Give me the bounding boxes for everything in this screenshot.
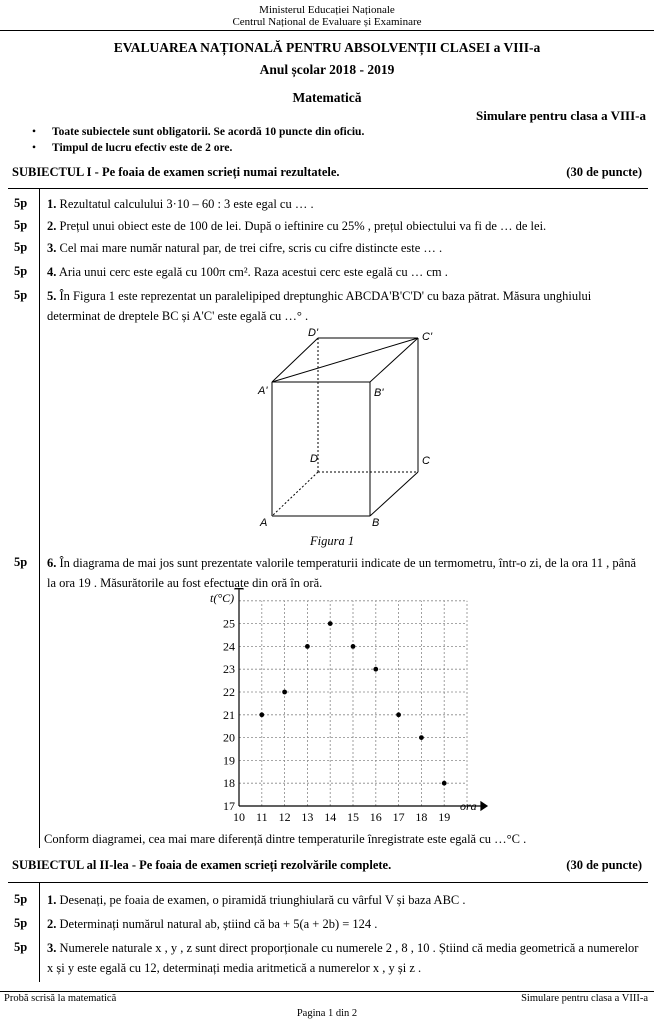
s2-question-2: 2. Determinați numărul natural ab, știind că ba + 5(a + 2b) = 124 . <box>47 917 378 931</box>
x-tick-label: 18 <box>415 810 428 824</box>
y-axis-label: t(°C) <box>210 591 235 605</box>
data-point <box>419 735 424 740</box>
figure-1-cuboid <box>250 326 440 532</box>
x-tick-label: 15 <box>347 810 359 824</box>
section-2-margin-line <box>39 882 40 982</box>
x-axis-label: ora <box>460 799 477 813</box>
y-tick-label: 24 <box>223 639 235 654</box>
temperature-chart <box>204 588 500 834</box>
section-1-points: (30 de puncte) <box>566 165 642 179</box>
data-point <box>328 621 333 626</box>
y-tick-label: 19 <box>223 753 235 768</box>
y-tick-label: 21 <box>223 707 235 722</box>
x-tick-label: 12 <box>278 810 291 824</box>
edge-AD <box>272 472 318 516</box>
data-point <box>282 690 287 695</box>
x-axis-arrow <box>481 802 487 810</box>
footer-left: Probă scrisă la matematică <box>4 993 117 1004</box>
section-1-rule <box>8 188 648 189</box>
question-4: 4. Aria unui cerc este egală cu 100π cm². Raza acestui cerc este egală cu … cm . <box>47 265 448 279</box>
label-D: D <box>310 453 318 465</box>
label-C: C <box>422 455 430 467</box>
center-header: Centrul Național de Evaluare și Examinare <box>232 16 422 28</box>
y-tick-label: 20 <box>223 730 235 745</box>
question-5: 5. În Figura 1 este reprezentat un paralelipiped dreptunghic ABCDA'B'C'D' cu baza pătrat. Măsura unghiului determinat de dreptele BC și A'C' este egală cu …° . <box>47 289 592 323</box>
data-point <box>305 644 310 649</box>
instruction-2: • Timpul de lucru efectiv este de 2 ore. <box>52 142 232 154</box>
y-tick-label: 18 <box>223 776 235 791</box>
school-year: Anul școlar 2018 - 2019 <box>259 62 395 77</box>
x-tick-label: 10 <box>233 810 245 824</box>
x-tick-label: 17 <box>392 810 405 824</box>
question-3: 3. Cel mai mare număr natural par, de trei cifre, scris cu cifre distincte este … . <box>47 241 443 255</box>
y-tick-label: 23 <box>223 662 235 677</box>
question-6-conclusion: Conform diagramei, cea mai mare diferență dintre temperaturile înregistrate este egală cu …°C . <box>44 832 527 846</box>
section-1-title: SUBIECTUL I - Pe foaia de examen scrieți numai rezultatele. <box>12 165 340 179</box>
points-s2-q1: 5p <box>14 892 28 906</box>
section-2-title: SUBIECTUL al II-lea - Pe foaia de examen scrieți rezolvările complete. <box>12 858 392 872</box>
data-point <box>259 712 264 717</box>
data-point <box>396 712 401 717</box>
points-q3: 5p <box>14 240 28 254</box>
section-1-margin-line <box>39 188 40 848</box>
exam-title: EVALUAREA NAȚIONALĂ PENTRU ABSOLVENȚII CLASEI a VIII-a <box>113 40 541 55</box>
x-tick-label: 11 <box>256 810 268 824</box>
footer-page: Pagina 1 din 2 <box>296 1008 358 1019</box>
y-tick-label: 22 <box>223 685 235 699</box>
question-2: 2. Prețul unui obiect este de 100 de lei. După o ieftinire cu 25% , prețul obiectului va fi de … de lei. <box>47 219 547 233</box>
ministry-header: Ministerul Educației Naționale <box>259 4 395 16</box>
label-C1: C' <box>422 331 433 343</box>
data-point <box>442 781 447 786</box>
points-q6: 5p <box>14 555 28 569</box>
figure-1-caption: Figura 1 <box>310 534 355 548</box>
points-q5: 5p <box>14 288 28 302</box>
label-D1: D' <box>308 327 319 339</box>
label-B: B <box>372 517 380 529</box>
header-divider <box>0 30 654 31</box>
edge-B1C1 <box>370 338 418 382</box>
y-tick-label: 17 <box>223 799 235 813</box>
section-2-rule <box>8 882 648 883</box>
points-q2: 5p <box>14 218 28 232</box>
x-tick-label: 14 <box>324 810 337 824</box>
x-tick-label: 19 <box>438 810 451 824</box>
points-q4: 5p <box>14 264 28 278</box>
y-tick-label: 25 <box>223 616 235 631</box>
points-s2-q3: 5p <box>14 940 28 954</box>
instruction-1: • Toate subiectele sunt obligatorii. Se acordă 10 puncte din oficiu. <box>52 126 364 138</box>
question-1: 1. Rezultatul calculului 3·10 – 60 : 3 este egal cu … . <box>47 197 314 211</box>
s2-question-3: 3. Numerele naturale x , y , z sunt direct proporționale cu numerele 2 , 8 , 10 . Știind că media geometrică a numerelor x și y este egală cu 12, determinați media aritmetică a numerelor x , y și z . <box>47 941 639 975</box>
points-q1: 5p <box>14 196 28 210</box>
s2-question-1: 1. Desenați, pe foaia de examen, o piramidă triunghiulară cu vârful V și baza ABC . <box>47 893 466 907</box>
data-point <box>351 644 356 649</box>
y-axis-arrow <box>235 588 243 589</box>
subject-name: Matematică <box>292 90 362 105</box>
x-tick-label: 13 <box>301 810 314 824</box>
diagonal-A1C1 <box>272 338 418 382</box>
footer-divider <box>0 991 654 992</box>
section-2-points: (30 de puncte) <box>566 858 642 872</box>
question-6: 6. În diagrama de mai jos sunt prezentate valorile temperaturii indicate de un termometru, într-o zi, de la ora 11 , până la ora 19 . Măsurătorile au fost efectuate din oră în oră. <box>47 556 636 590</box>
edge-BC <box>370 472 418 516</box>
data-point <box>373 667 378 672</box>
label-B1: B' <box>374 387 384 399</box>
x-tick-label: 16 <box>369 810 382 824</box>
label-A: A <box>260 517 268 529</box>
footer-right: Simulare pentru clasa a VIII-a <box>521 993 648 1004</box>
points-s2-q2: 5p <box>14 916 28 930</box>
label-A1: A' <box>258 385 268 397</box>
simulation-label: Simulare pentru clasa a VIII-a <box>476 108 646 123</box>
